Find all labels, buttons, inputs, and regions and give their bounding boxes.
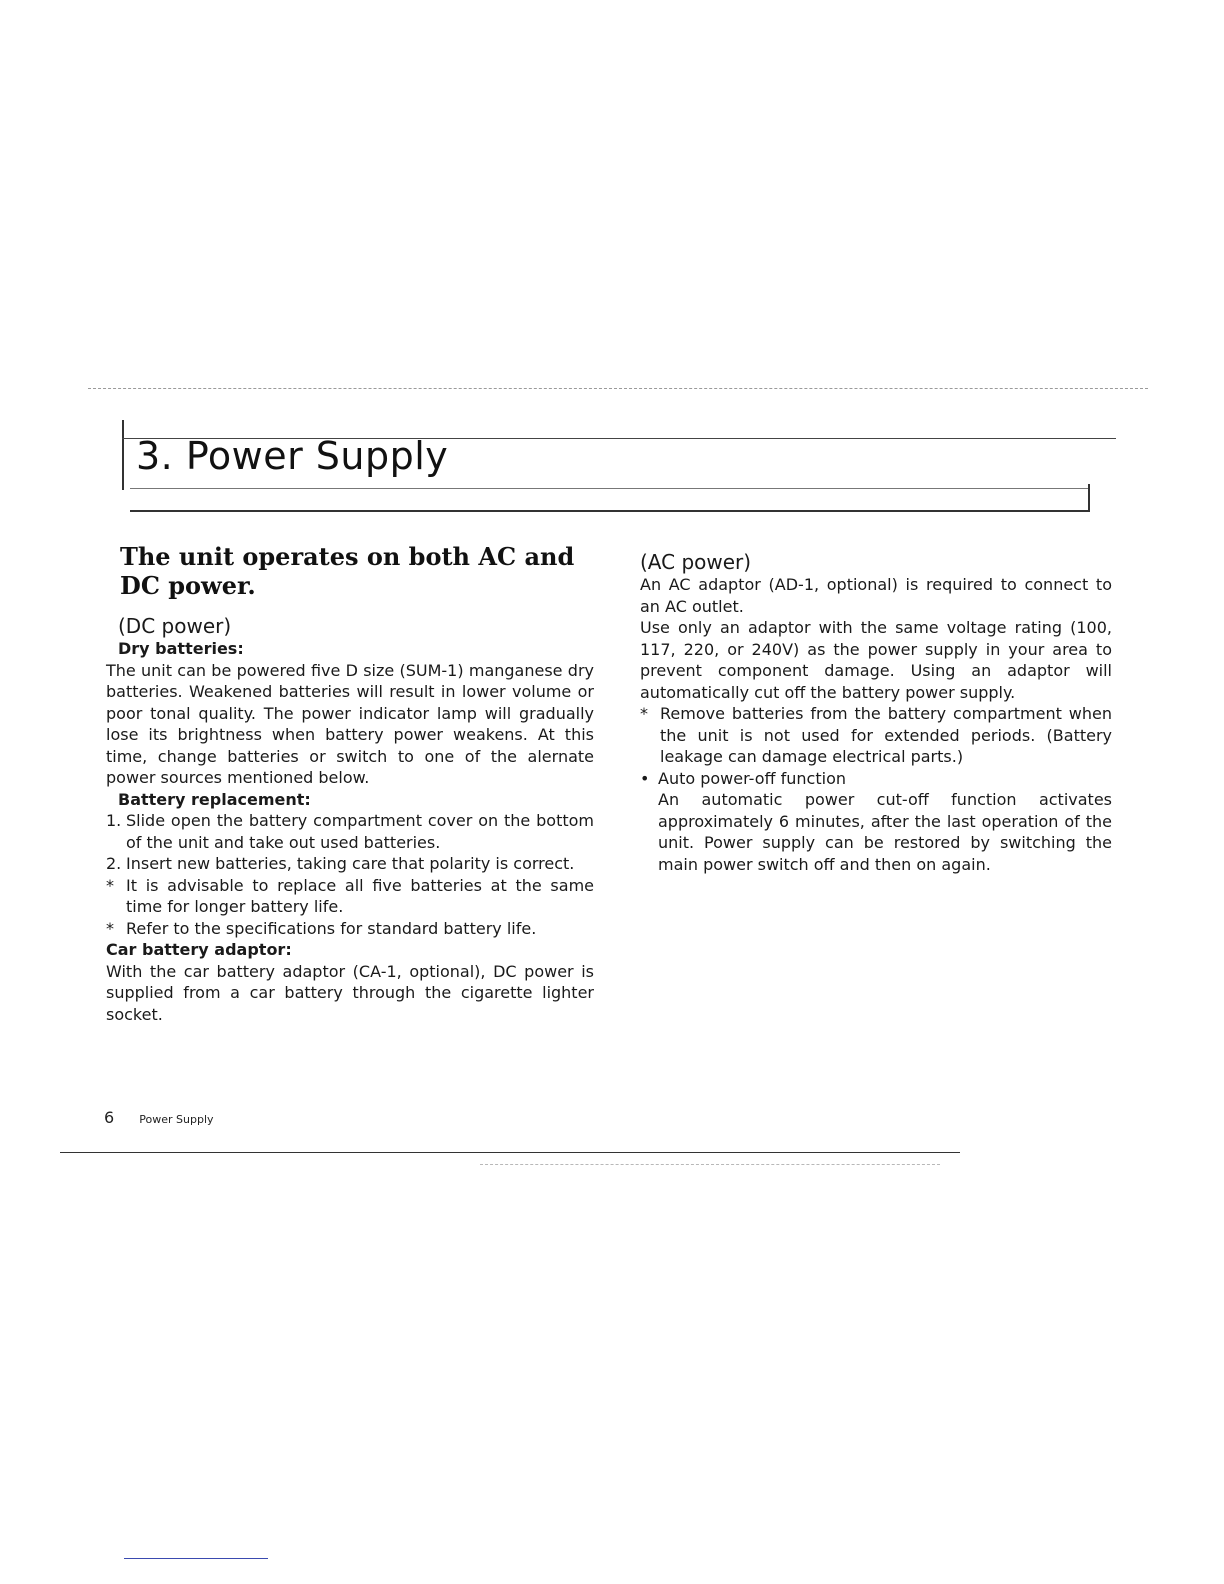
battery-note — [106, 875, 594, 918]
step-number: 2. — [106, 854, 122, 873]
car-battery-text: With the car battery adaptor (CA-1, optional), DC power is supplied from a car battery through the cigarette lighter socket. — [106, 961, 594, 1024]
page-footer — [104, 1108, 214, 1127]
note-text: Refer to the specifications for standard battery life. — [126, 918, 537, 938]
replacement-step — [106, 853, 594, 875]
bottom-divider-faint — [480, 1164, 940, 1165]
section-title: 3. Power Supply — [136, 434, 449, 478]
bottom-divider — [60, 1152, 960, 1153]
ac-adaptor-text: An AC adaptor (AD-1, optional) is required to connect to an AC outlet. — [640, 575, 1112, 616]
asterisk-mark: * — [106, 875, 114, 895]
asterisk-mark: * — [640, 704, 648, 723]
page-number: 6 — [104, 1108, 115, 1127]
bullet-mark: • — [640, 768, 650, 788]
note-text: Remove batteries from the battery compartment when the unit is not used for extended periods. (Battery leakage can damage electrical parts.) — [660, 704, 1112, 766]
step-number: 1. — [106, 811, 122, 830]
left-column — [106, 542, 594, 1025]
ac-voltage-text: Use only an adaptor with the same voltage rating (100, 117, 220, or 240V) as the power supply in your area to prevent component damage. Using an adaptor will automatically cut off the battery power supply. — [640, 618, 1112, 702]
step-text: Insert new batteries, taking care that polarity is correct. — [126, 854, 575, 873]
main-heading: The unit operates on both AC and DC power. — [120, 542, 575, 600]
auto-power-off-item — [640, 768, 1112, 876]
car-battery-label: Car battery adaptor: — [106, 940, 292, 959]
title-frame-bottom — [130, 484, 1090, 512]
right-column — [640, 550, 1112, 875]
title-frame-left-bar — [122, 420, 124, 490]
auto-power-off-body — [658, 768, 1112, 876]
remove-batteries-note — [640, 703, 1112, 768]
asterisk-mark: * — [106, 918, 114, 938]
battery-note — [106, 918, 594, 940]
auto-power-off-text: An automatic power cut-off function activates approximately 6 minutes, after the last operation of the unit. Power supply can be restored by switching the main power switch off and then on again. — [658, 790, 1112, 874]
dry-batteries-text: The unit can be powered five D size (SUM-1) manganese dry batteries. Weakened batteries will result in lower volume or poor tonal quality. The power indicator lamp will gradually lose its brightness when battery power weakens. At this time, change batteries or switch to one of the alernate power sources mentioned below. — [106, 660, 594, 787]
auto-power-off-title: Auto power-off function — [658, 768, 846, 788]
scan-edge-line — [124, 1558, 268, 1559]
ac-power-heading: (AC power) — [640, 550, 752, 574]
dc-power-heading: (DC power) — [118, 614, 232, 638]
top-divider — [88, 388, 1148, 389]
footer-text: Power Supply — [139, 1113, 214, 1126]
step-text: Slide open the battery compartment cover on the bottom of the unit and take out used batteries. — [126, 811, 594, 852]
replacement-step — [106, 810, 594, 853]
dry-batteries-label: Dry batteries: — [118, 639, 244, 658]
battery-replacement-label: Battery replacement: — [118, 789, 311, 809]
title-frame-inner-line — [130, 488, 1088, 489]
note-text: It is advisable to replace all five batteries at the same time for longer battery life. — [126, 875, 594, 916]
